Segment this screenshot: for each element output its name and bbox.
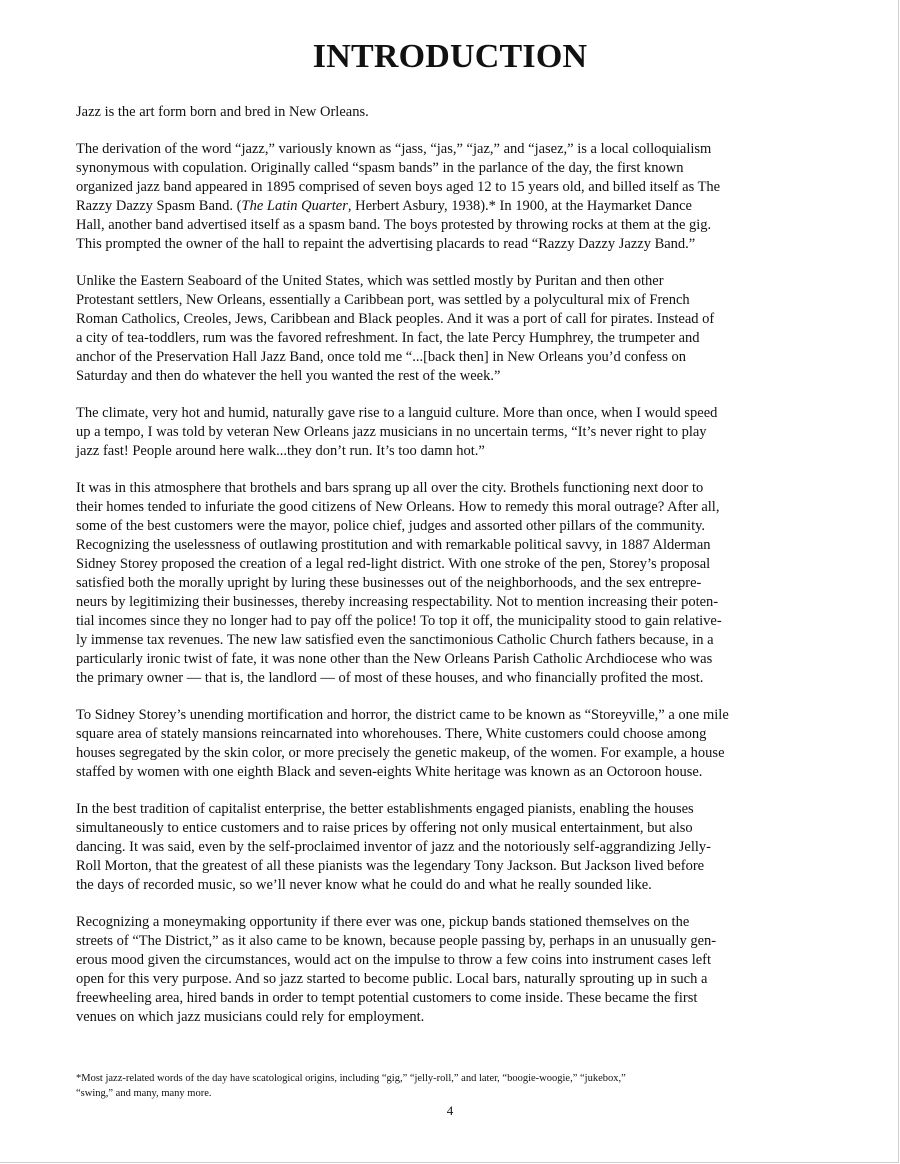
text-line: Sidney Storey proposed the creation of a legal red-light district. With one stroke of the pen, Storey’s proposal: [76, 556, 711, 572]
text-line: jazz fast! People around here walk...they don’t run. It’s too damn hot.”: [76, 443, 485, 459]
text-line: dancing. It was said, even by the self-proclaimed inventor of jazz and the notoriously self-aggrandizing Jelly-: [76, 839, 711, 855]
text-line: Razzy Dazzy Spasm Band. (The Latin Quarter, Herbert Asbury, 1938).* In 1900, at the Haymarket Dance: [76, 198, 692, 214]
page-number: 4: [446, 1103, 454, 1118]
text-line: anchor of the Preservation Hall Jazz Band, once told me “...[back then] in New Orleans you’d confess on: [76, 349, 687, 365]
text-line: open for this very purpose. And so jazz started to become public. Local bars, naturally sprouting up in such a: [76, 971, 708, 987]
text-line: erous mood given the circumstances, would act on the impulse to throw a few coins into instrument cases left: [76, 952, 712, 968]
footnote-line: “swing,” and many, many more.: [76, 1088, 212, 1099]
text-line: venues on which jazz musicians could rely for employment.: [76, 1009, 425, 1025]
text-line: Roll Morton, that the greatest of all these pianists was the legendary Tony Jackson. But Jackson lived before: [76, 858, 705, 874]
text-line: square area of stately mansions reincarnated into whorehouses. There, White customers could choose among: [76, 726, 707, 742]
text-line: ly immense tax revenues. The new law satisfied even the sanctimonious Catholic Church fathers because, in a: [76, 632, 714, 648]
paragraph: [76, 272, 826, 386]
paragraph: [76, 404, 826, 461]
book-title: The Latin Quarter: [241, 198, 348, 214]
paragraph: [76, 140, 826, 254]
paragraph: [76, 800, 826, 895]
text-line: a city of tea-toddlers, rum was the favored refreshment. In fact, the late Percy Humphrey, the trumpeter and: [76, 330, 700, 346]
text-line: This prompted the owner of the hall to repaint the advertising placards to read “Razzy Dazzy Jazzy Band.”: [76, 236, 696, 252]
text-line: the primary owner — that is, the landlord — of most of these houses, and who financially profited the most.: [76, 670, 704, 686]
paragraph: [76, 103, 826, 122]
paragraph: [76, 913, 826, 1027]
text-line: The derivation of the word “jazz,” variously known as “jass, “jas,” “jaz,” and “jasez,” is a local colloquialism: [76, 141, 712, 157]
text-line: To Sidney Storey’s unending mortification and horror, the district came to be known as “Storeyville,” a one mile: [76, 707, 729, 723]
page-title: INTRODUCTION: [312, 38, 588, 75]
text-line: satisfied both the morally upright by luring these businesses out of the neighborhoods, and the sex entrepre-: [76, 575, 702, 591]
text-line: houses segregated by the skin color, or more precisely the genetic makeup, of the women. For example, a house: [76, 745, 725, 761]
text-line: streets of “The District,” as it also came to be known, because people passing by, perhaps in an unusually gen-: [76, 933, 717, 949]
text-line: It was in this atmosphere that brothels and bars sprang up all over the city. Brothels functioning next door to: [76, 480, 704, 496]
paragraph: [76, 706, 826, 782]
text-line: Protestant settlers, New Orleans, essentially a Caribbean port, was settled by a polycultural mix of French: [76, 292, 690, 308]
text-line: up a tempo, I was told by veteran New Orleans jazz musicians in no uncertain terms, “It’s never right to play: [76, 424, 707, 440]
text-line: the days of recorded music, so we’ll never know what he could do and what he really sounded like.: [76, 877, 652, 893]
text-line: The climate, very hot and humid, naturally gave rise to a languid culture. More than once, when I would speed: [76, 405, 718, 421]
text-line: particularly ironic twist of fate, it was none other than the New Orleans Parish Catholic Archdiocese who was: [76, 651, 713, 667]
text-line: tial incomes since they no longer had to pay off the police! To top it off, the municipality stood to gain relative-: [76, 613, 722, 629]
text-line: freewheeling area, hired bands in order to tempt potential customers to come inside. These became the first: [76, 990, 698, 1006]
text-line: neurs by legitimizing their businesses, thereby increasing respectability. Not to mention increasing their poten-: [76, 594, 719, 610]
text-line: their homes tended to infuriate the good citizens of New Orleans. How to remedy this moral outrage? After all,: [76, 499, 720, 515]
text-line: Hall, another band advertised itself as a spasm band. The boys protested by throwing rocks at them at the gig.: [76, 217, 712, 233]
text-line: Jazz is the art form born and bred in New Orleans.: [76, 104, 369, 120]
text-line: some of the best customers were the mayor, police chief, judges and assorted other pillars of the community.: [76, 518, 706, 534]
paragraph: [76, 479, 826, 688]
text-line: Unlike the Eastern Seaboard of the United States, which was settled mostly by Puritan and then other: [76, 273, 664, 289]
footnote-line: *Most jazz-related words of the day have scatological origins, including “gig,” “jelly-roll,” and later, “boogie-woogie,” “jukebox,”: [76, 1073, 626, 1084]
text-line: organized jazz band appeared in 1895 comprised of seven boys aged 12 to 15 years old, and billed itself as The: [76, 179, 721, 195]
text-line: Recognizing a moneymaking opportunity if there ever was one, pickup bands stationed themselves on the: [76, 914, 690, 930]
body-text: [76, 103, 826, 1045]
text-line: staffed by women with one eighth Black and seven-eights White heritage was known as an Octoroon house.: [76, 764, 703, 780]
text-line: Recognizing the uselessness of outlawing prostitution and with remarkable political savvy, in 1887 Alderman: [76, 537, 711, 553]
text-line: synonymous with copulation. Originally called “spasm bands” in the parlance of the day, the first known: [76, 160, 684, 176]
text-line: In the best tradition of capitalist enterprise, the better establishments engaged pianists, enabling the houses: [76, 801, 694, 817]
text-line: Roman Catholics, Creoles, Jews, Caribbean and Black peoples. And it was a port of call for pirates. Instead of: [76, 311, 715, 327]
text-line: simultaneously to entice customers and to raise prices by offering not only musical entertainment, but also: [76, 820, 693, 836]
text-line: Saturday and then do whatever the hell you wanted the rest of the week.”: [76, 368, 501, 384]
footnote: [76, 1071, 836, 1101]
